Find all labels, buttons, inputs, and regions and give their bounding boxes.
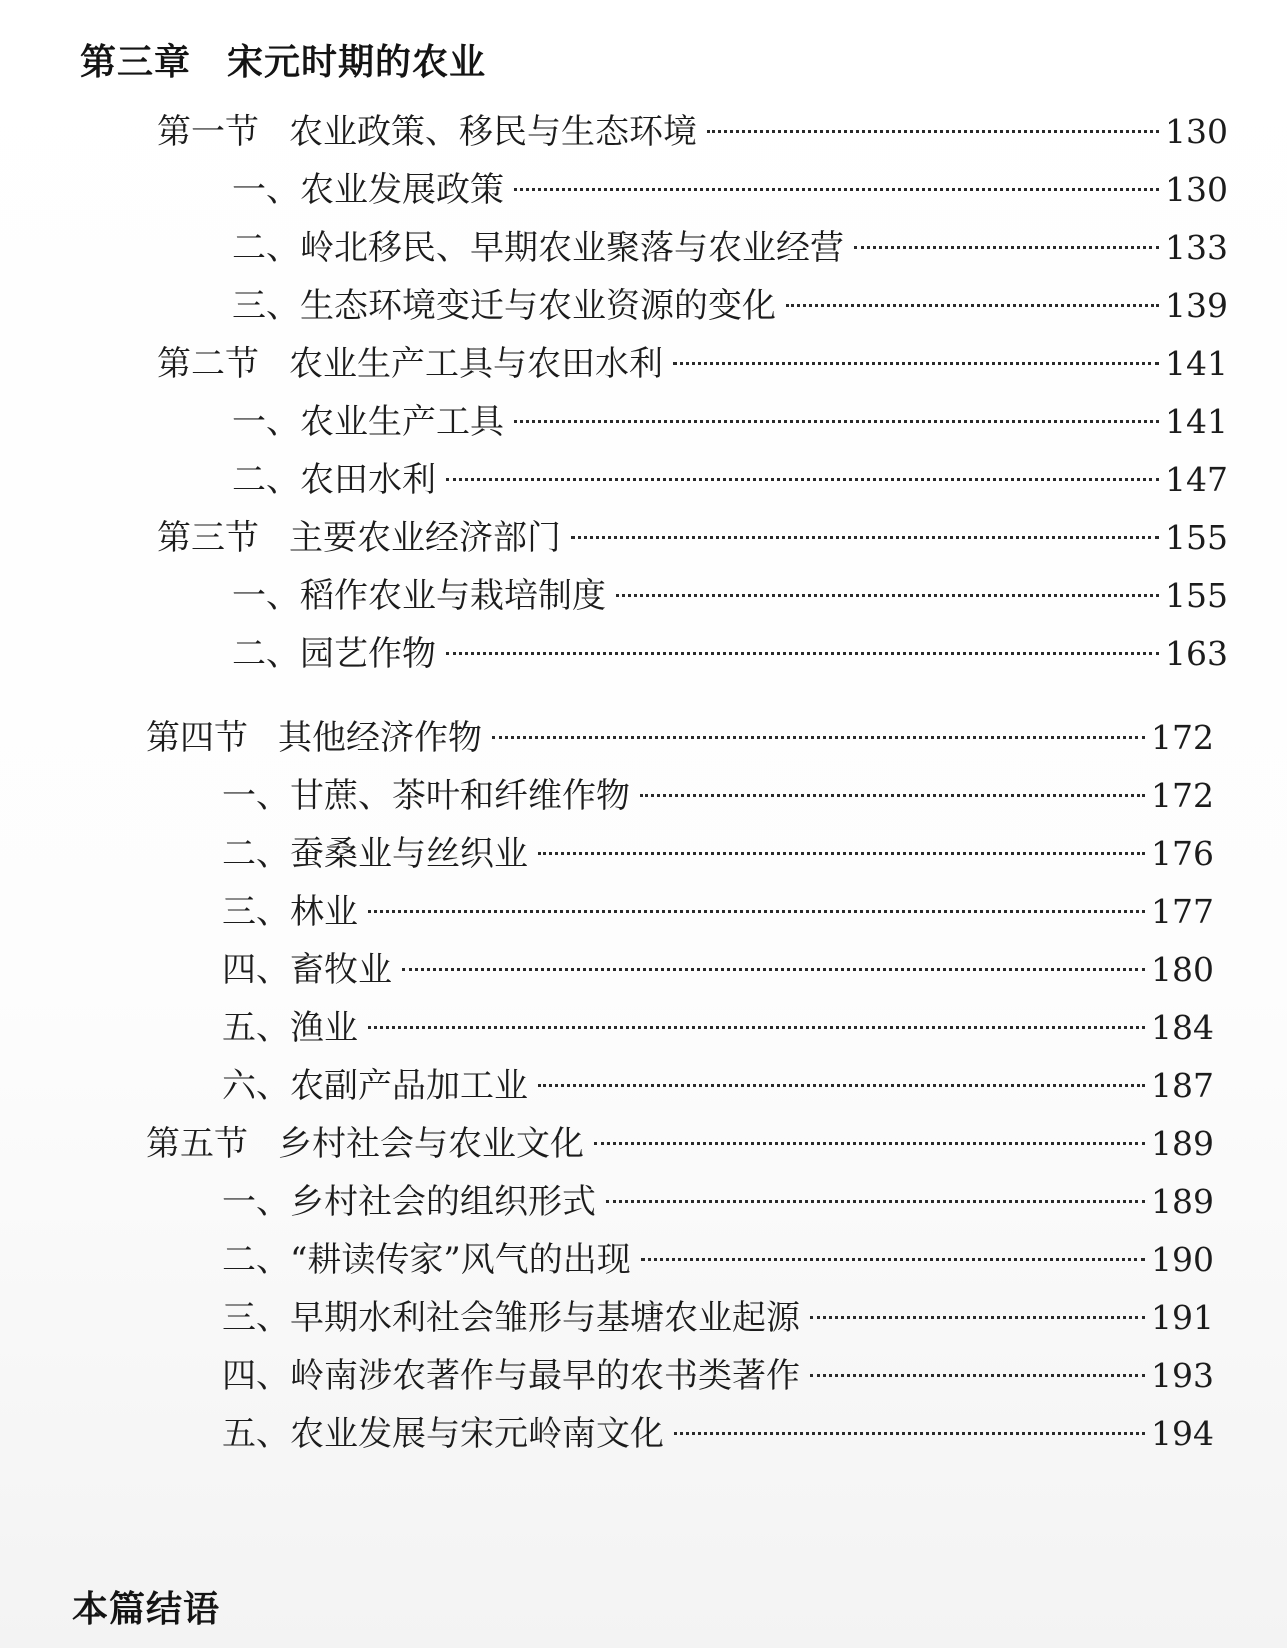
page-number: 130 (1165, 112, 1228, 151)
dot-leader (674, 1432, 1145, 1435)
subsection-title: 三、早期水利社会雏形与基塘农业起源 (222, 1298, 800, 1338)
section-number: 第三节 (157, 518, 259, 558)
page-number: 172 (1151, 776, 1214, 815)
dot-leader (571, 536, 1159, 539)
dot-leader (616, 594, 1159, 597)
subsection-title: 五、农业发展与宋元岭南文化 (222, 1414, 664, 1454)
chapter-number: 第三章 (80, 42, 192, 83)
subsection-title: 一、乡村社会的组织形式 (222, 1182, 596, 1222)
subsection-title: 六、农副产品加工业 (222, 1066, 528, 1106)
toc-subsection-entry[interactable] (222, 771, 1214, 821)
dot-leader (514, 188, 1159, 191)
subsection-title: 三、林业 (222, 892, 358, 932)
page-number: 193 (1151, 1356, 1214, 1395)
page-number: 189 (1151, 1182, 1214, 1221)
subsection-title: 二、“耕读传家”风气的出现 (222, 1240, 631, 1280)
page-number: 177 (1151, 892, 1214, 931)
page-number: 180 (1151, 950, 1214, 989)
toc-section-entry[interactable] (157, 339, 1228, 389)
subsection-title: 一、农业发展政策 (232, 170, 504, 210)
toc-subsection-entry[interactable] (222, 1293, 1214, 1343)
subsection-title: 二、园艺作物 (232, 634, 436, 674)
dot-leader (594, 1142, 1145, 1145)
dot-leader (810, 1374, 1145, 1377)
chapter-title: 宋元时期的农业 (227, 42, 487, 83)
toc-section-entry[interactable] (157, 513, 1228, 563)
toc-subsection-entry[interactable] (222, 1409, 1214, 1459)
subsection-title: 四、岭南涉农著作与最早的农书类著作 (222, 1356, 800, 1396)
toc-section-entry[interactable] (146, 1119, 1214, 1169)
dot-leader (707, 130, 1159, 133)
dot-leader (606, 1200, 1145, 1203)
subsection-title: 一、甘蔗、茶叶和纤维作物 (222, 776, 630, 816)
toc-subsection-entry[interactable] (232, 223, 1228, 273)
subsection-title: 一、农业生产工具 (232, 402, 504, 442)
toc-subsection-entry[interactable] (222, 1003, 1214, 1053)
page-number: 191 (1151, 1298, 1214, 1337)
dot-leader (786, 304, 1159, 307)
subsection-title: 四、畜牧业 (222, 950, 392, 990)
toc-subsection-entry[interactable] (222, 1061, 1214, 1111)
page-number: 187 (1151, 1066, 1214, 1105)
dot-leader (368, 910, 1145, 913)
page-number: 147 (1165, 460, 1228, 499)
section-title: 其他经济作物 (278, 718, 482, 758)
dot-leader (640, 794, 1145, 797)
page-number: 172 (1151, 718, 1214, 757)
page-number: 163 (1165, 634, 1228, 673)
toc-subsection-entry[interactable] (232, 571, 1228, 621)
page-number: 194 (1151, 1414, 1214, 1453)
dot-leader (402, 968, 1145, 971)
page-number: 141 (1165, 344, 1228, 383)
page-number: 176 (1151, 834, 1214, 873)
dot-leader (854, 246, 1159, 249)
chapter-heading (80, 41, 486, 85)
section-title: 农业生产工具与农田水利 (289, 344, 663, 384)
dot-leader (368, 1026, 1145, 1029)
dot-leader (641, 1258, 1145, 1261)
toc-subsection-entry[interactable] (222, 1235, 1214, 1285)
toc-subsection-entry[interactable] (222, 1177, 1214, 1227)
toc-subsection-entry[interactable] (232, 165, 1228, 215)
subsection-title: 一、稻作农业与栽培制度 (232, 576, 606, 616)
dot-leader (514, 420, 1159, 423)
dot-leader (446, 652, 1159, 655)
section-title: 乡村社会与农业文化 (278, 1124, 584, 1164)
page-number: 189 (1151, 1124, 1214, 1163)
page-number: 133 (1165, 228, 1228, 267)
toc-subsection-entry[interactable] (232, 629, 1228, 679)
subsection-title: 二、农田水利 (232, 460, 436, 500)
page-number: 190 (1151, 1240, 1214, 1279)
section-title: 农业政策、移民与生态环境 (289, 112, 697, 152)
dot-leader (810, 1316, 1145, 1319)
section-number: 第四节 (146, 718, 248, 758)
section-number: 第二节 (157, 344, 259, 384)
page-number: 155 (1165, 518, 1228, 557)
dot-leader (492, 736, 1145, 739)
toc-section-entry[interactable] (157, 107, 1228, 157)
page-number: 139 (1165, 286, 1228, 325)
page-number: 155 (1165, 576, 1228, 615)
toc-subsection-entry[interactable] (232, 281, 1228, 331)
section-number: 第五节 (146, 1124, 248, 1164)
toc-subsection-entry[interactable] (222, 887, 1214, 937)
conclusion-heading: 本篇结语 (72, 1589, 221, 1630)
dot-leader (446, 478, 1159, 481)
page-number: 130 (1165, 170, 1228, 209)
toc-subsection-entry[interactable] (222, 829, 1214, 879)
subsection-title: 三、生态环境变迁与农业资源的变化 (232, 286, 776, 326)
toc-subsection-entry[interactable] (232, 397, 1228, 447)
toc-subsection-entry[interactable] (222, 945, 1214, 995)
page-number: 184 (1151, 1008, 1214, 1047)
section-number: 第一节 (157, 112, 259, 152)
dot-leader (538, 1084, 1145, 1087)
toc-subsection-entry[interactable] (222, 1351, 1214, 1401)
subsection-title: 二、岭北移民、早期农业聚落与农业经营 (232, 228, 844, 268)
subsection-title: 五、渔业 (222, 1008, 358, 1048)
dot-leader (673, 362, 1159, 365)
subsection-title: 二、蚕桑业与丝织业 (222, 834, 528, 874)
toc-section-entry[interactable] (146, 713, 1214, 763)
toc-subsection-entry[interactable] (232, 455, 1228, 505)
dot-leader (538, 852, 1145, 855)
page-number: 141 (1165, 402, 1228, 441)
section-title: 主要农业经济部门 (289, 518, 561, 558)
